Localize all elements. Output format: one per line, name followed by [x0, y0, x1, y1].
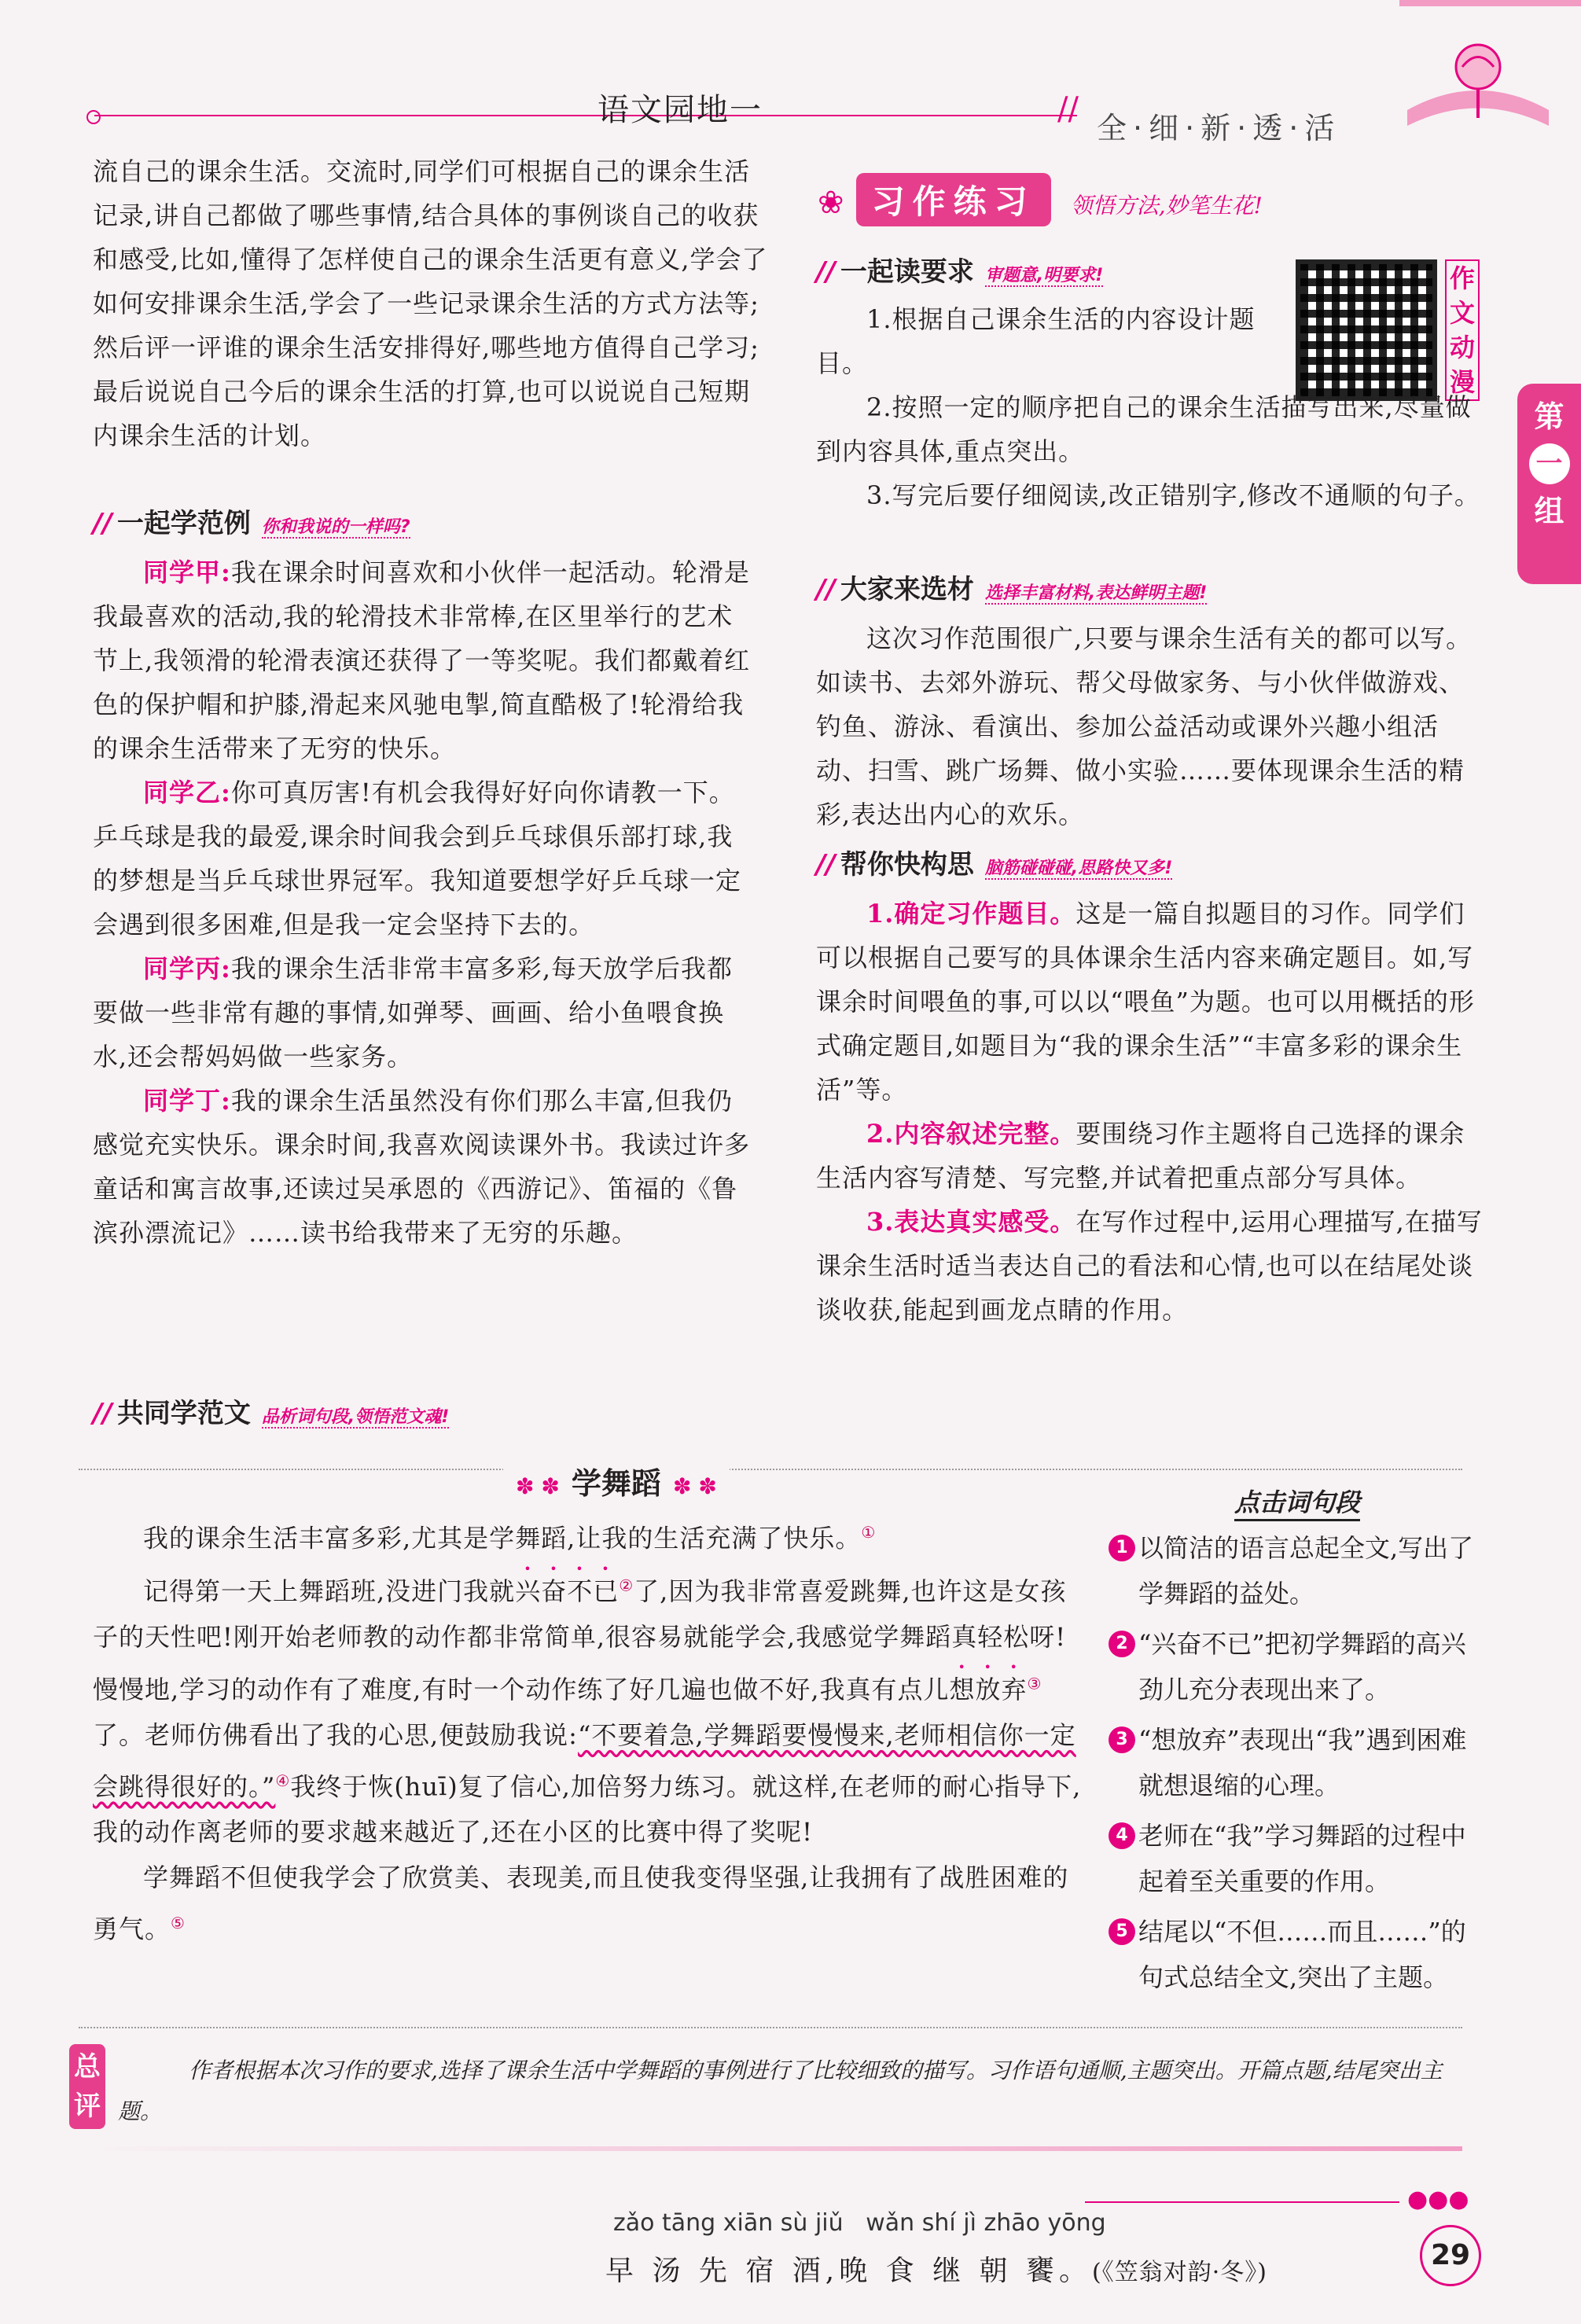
example-speaker: 同学丁:: [143, 1086, 231, 1116]
tip-item: [816, 892, 1484, 1112]
read-heading-label: 一起读要求: [840, 256, 974, 288]
footer-quote-text: 早 汤 先 宿 酒,晚 食 继 朝 饔。: [605, 2255, 1092, 2287]
read-sub: 审题意,明要求!: [984, 266, 1104, 285]
footer-quote: [605, 2249, 1267, 2289]
tip-text: 这是一篇自拟题目的习作。同学们可以根据自己要写的具体课余生活内容来确定题目。如,写课余时间喂鱼的事,可以以“喂鱼”为题。也可以用概括的形式确定题目,如题目为“我的课余生活”“丰富多彩的课余生活”等。: [816, 899, 1475, 1105]
example-text: 我的课余生活非常丰富多彩,每天放学后我都要做一些非常有趣的事情,如弹琴、画画、给小鱼喂食换水,还会帮妈妈做一些家务。: [93, 954, 734, 1072]
essay-p2: 记得第一天上舞蹈班,没进门我就兴奋不已②了,因为我非常喜爱跳舞,也许这是女孩子的天性吧!刚开始老师教的动作都非常简单,很容易就能学会,我感觉学舞蹈真轻松呀!慢慢地,学习的动作有了难度,有时一个动作练了好几遍也做不好,我真有点儿想放弃③了。老师仿佛看出了我的心思,便鼓励我说:“不要着急,学舞蹈要慢慢来,老师相信你一定会跳得很好的。”④我终于恢(huī)复了信心,加倍努力练习。就这样,在老师的耐心指导下,我的动作离老师的要求越来越近了,还在小区的比赛中得了奖呢!: [93, 1576, 1082, 1848]
tip-item: [816, 1112, 1484, 1200]
material-heading: // 大家来选材 选择丰富材料,表达鲜明主题!: [816, 574, 1208, 605]
essay-p3: 学舞蹈不但使我学会了欣赏美、表现美,而且使我变得坚强,让我拥有了战胜困难的勇气。⑤: [93, 1863, 1069, 1944]
slash-icon: //: [1057, 91, 1079, 127]
example-speaker: 同学甲:: [143, 557, 231, 587]
model-heading: // 共同学范文 品析词句段,领悟范文魂!: [93, 1398, 450, 1429]
note-number: 3: [1109, 1726, 1135, 1753]
requirements-more: [816, 385, 1484, 517]
examples-list: [93, 550, 753, 1255]
butterfly-icon: ❀: [818, 185, 844, 221]
flower-icon: ✽ ✽: [516, 1473, 560, 1499]
tip-title: 1.确定习作题目。: [866, 899, 1076, 928]
material: [816, 616, 1484, 837]
practice-banner-sub: 领悟方法,妙笔生花!: [1070, 193, 1263, 219]
flower-icon: ✽ ✽: [673, 1473, 717, 1499]
material-text: 这次习作范围很广,只要与课余生活有关的都可以写。如读书、去郊外游玩、帮父母做家务、与小伙伴做游戏、钓鱼、游泳、看演出、参加公益活动或课外兴趣小组活动、扫雪、跳广场舞、做小实验……要体现课余生活的精彩,表达出内心的欢乐。: [816, 623, 1473, 829]
note-text: 结尾以“不但……而且……”的句式总结全文,突出了主题。: [1138, 1917, 1466, 1992]
footer-dots: ●●●: [1407, 2186, 1469, 2213]
left-intro: [93, 149, 769, 458]
idea-heading-label: 帮你快构思: [840, 849, 974, 881]
tip-text: 在写作过程中,运用心理描写,在描写课余生活时适当表达自己的看法和心情,也可以在结尾处谈谈收获,能起到画龙点睛的作用。: [816, 1207, 1483, 1325]
summary-divider: [79, 2027, 1462, 2028]
header-title: 语文园地一: [597, 92, 763, 128]
note-number: 2: [1109, 1631, 1135, 1657]
idea-heading: // 帮你快构思 脑筋碰碰碰,思路快又多!: [816, 849, 1173, 881]
qr-label: 作文动漫: [1445, 259, 1480, 401]
example-item: [93, 550, 753, 770]
example-item: [93, 770, 753, 947]
tip-item: [816, 1200, 1484, 1332]
left-intro-text: 流自己的课余生活。交流时,同学们可根据自己的课余生活记录,讲自己都做了哪些事情,结合具体的事例谈自己的收获和感受,比如,懂得了怎样使自己的课余生活更有意义,学会了如何安排课余生活,学会了一些记录课余生活的方式方法等;然后评一评谁的课余生活安排得好,哪些地方值得自己学习;最后说说自己今后的课余生活的打算,也可以说说自己短期内课余生活的计划。: [93, 156, 768, 450]
note-number: 4: [1109, 1822, 1135, 1849]
essay-body: [93, 1509, 1083, 1952]
header-slogan: 全·细·新·透·活: [1097, 111, 1341, 145]
tips: [816, 892, 1484, 1332]
qr-code[interactable]: [1296, 259, 1437, 401]
unit-tab: [1517, 384, 1581, 584]
footer-quote-source: (《笠翁对韵·冬》): [1092, 2259, 1267, 2286]
material-sub: 选择丰富材料,表达鲜明主题!: [984, 583, 1208, 603]
requirement-2: 2.按照一定的顺序把自己的课余生活描写出来,尽量做到内容具体,重点突出。: [816, 392, 1472, 466]
examples-heading: // 一起学范例 你和我说的一样吗?: [93, 508, 410, 539]
book-logo-icon: [1392, 24, 1564, 142]
tip-title: 3.表达真实感受。: [866, 1207, 1076, 1237]
example-text: 你可真厉害!有机会我得好好向你请教一下。乒乓球是我的最爱,课余时间我会到乒乓球俱乐部打球,我的梦想是当乒乓球世界冠军。我知道要想学好乒乓球一定会遇到很多困难,但是我一定会坚持下去的。: [93, 778, 742, 940]
essay-divider: [79, 1469, 1462, 1470]
material-heading-label: 大家来选材: [840, 574, 974, 605]
note-item: [1109, 1621, 1486, 1712]
note-text: “兴奋不已”把初学舞蹈的高兴劲儿充分表现出来了。: [1138, 1629, 1466, 1704]
note-item: [1109, 1909, 1486, 2000]
example-speaker: 同学丙:: [143, 954, 231, 984]
tip-title: 2.内容叙述完整。: [866, 1119, 1076, 1149]
note-item: [1109, 1813, 1486, 1904]
summary-label: 总评: [69, 2044, 105, 2129]
top-rule-dot: [86, 110, 101, 124]
idea-sub: 脑筋碰碰碰,思路快又多!: [984, 859, 1173, 878]
model-sub: 品析词句段,领悟范文魂!: [261, 1407, 450, 1427]
examples-heading-label: 一起学范例: [116, 508, 251, 539]
essay-title-text: 学舞蹈: [571, 1466, 661, 1501]
notes-list: [1109, 1525, 1486, 2005]
essay-p1: 我的课余生活丰富多彩,尤其是学舞蹈,让我的生活充满了快乐。①: [143, 1523, 877, 1554]
example-speaker: 同学乙:: [143, 778, 231, 807]
example-text: 我的课余生活虽然没有你们那么丰富,但我仍感觉充实快乐。课余时间,我喜欢阅读课外书。我读过许多童话和寓言故事,还读过吴承恩的《西游记》、笛福的《鲁滨孙漂流记》……读书给我带来了无穷的乐趣。: [93, 1086, 751, 1248]
note-item: [1109, 1525, 1486, 1616]
essay-title: [503, 1459, 730, 1502]
note-text: “想放弃”表现出“我”遇到困难就想退缩的心理。: [1138, 1725, 1467, 1800]
requirement-1: 1.根据自己课余生活的内容设计题目。: [816, 304, 1256, 378]
unit-tab-mid: 一: [1529, 443, 1570, 484]
top-rule: [94, 115, 1077, 116]
note-number: 5: [1109, 1918, 1135, 1945]
unit-tab-top: 第: [1534, 399, 1564, 434]
unit-tab-bottom: 组: [1534, 494, 1564, 528]
note-number: 1: [1109, 1535, 1135, 1561]
summary-bottom-rule: [79, 2146, 1462, 2151]
summary-text: 作者根据本次习作的要求,选择了课余生活中学舞蹈的事例进行了比较细致的描写。习作语句通顺,主题突出。开篇点题,结尾突出主题。: [118, 2057, 1443, 2124]
example-item: [93, 1079, 753, 1255]
requirements: [816, 297, 1288, 385]
corner-stripes: [1399, 0, 1581, 6]
practice-banner: [818, 173, 1263, 226]
example-text: 我在课余时间喜欢和小伙伴一起活动。轮滑是我最喜欢的活动,我的轮滑技术非常棒,在区里举行的艺术节上,我领滑的轮滑表演还获得了一等奖呢。我们都戴着红色的保护帽和护膝,滑起来风驰电掣,简直酷极了!轮滑给我的课余生活带来了无穷的快乐。: [93, 557, 751, 763]
footer-pinyin: zǎo tāng xiān sù jiǔ wǎn shí jì zhāo yōng: [613, 2209, 1106, 2237]
example-item: [93, 947, 753, 1079]
requirement-3: 3.写完后要仔细阅读,改正错别字,修改不通顺的句子。: [866, 480, 1480, 510]
model-heading-label: 共同学范文: [116, 1398, 251, 1429]
footer-rule: [1085, 2201, 1399, 2203]
notes-heading: 点击词句段: [1234, 1483, 1360, 1521]
practice-banner-title: 习作练习: [856, 173, 1051, 226]
read-heading: // 一起读要求 审题意,明要求!: [816, 256, 1104, 288]
note-text: 老师在“我”学习舞蹈的过程中起着至关重要的作用。: [1138, 1821, 1466, 1896]
note-text: 以简洁的语言总起全文,写出了学舞蹈的益处。: [1138, 1533, 1474, 1609]
examples-sub: 你和我说的一样吗?: [261, 517, 410, 537]
page-number: 29: [1420, 2225, 1481, 2286]
tip-text: 要围绕习作主题将自己选择的课余生活内容写清楚、写完整,并试着把重点部分写具体。: [816, 1119, 1465, 1193]
note-item: [1109, 1717, 1486, 1808]
